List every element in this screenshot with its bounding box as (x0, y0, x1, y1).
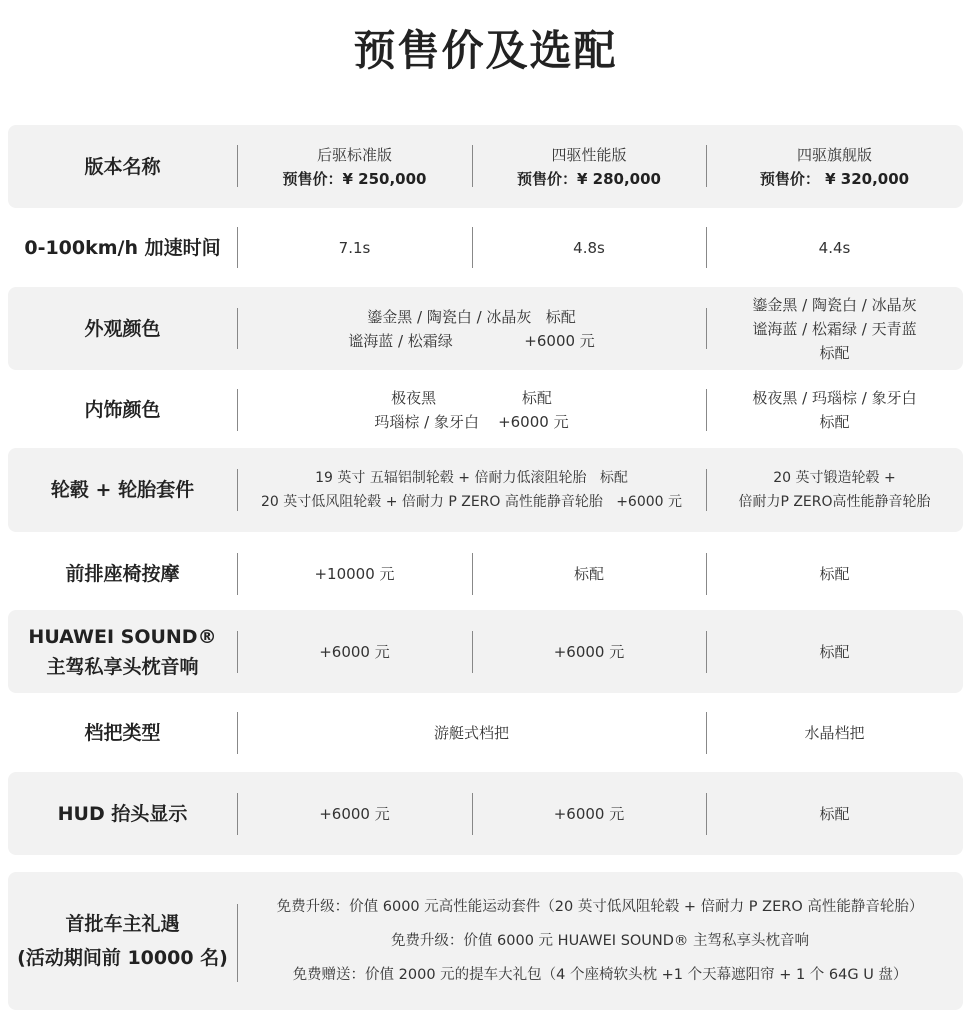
divider (706, 308, 707, 349)
value-cell: +6000 元 (319, 804, 390, 823)
perk-list (237, 872, 963, 1010)
divider (472, 553, 473, 595)
value-cell (706, 385, 963, 435)
label-line: 首批车主礼遇 (65, 913, 180, 935)
divider (237, 308, 238, 349)
version-price: 预售价： ¥ 320,000 (759, 169, 910, 188)
value-cell: 7.1s (338, 238, 371, 257)
version-3 (706, 125, 963, 208)
row-label: 版本名称 (84, 155, 161, 178)
row-perks (8, 872, 963, 1010)
divider (472, 145, 473, 187)
row-wheels (8, 448, 963, 532)
row-hud (8, 772, 963, 855)
row-label: 档把类型 (84, 722, 161, 744)
option-line: 谧海蓝 / 松霜绿 / 天青蓝 (752, 319, 917, 338)
option-line: 标配 (819, 343, 850, 362)
value-cell (706, 448, 963, 532)
row-label: 0-100km/h 加速时间 (24, 236, 221, 259)
divider (706, 469, 707, 511)
version-price: 预售价：¥ 250,000 (282, 169, 427, 188)
option-line: 极夜黑 标配 (391, 389, 552, 407)
row-massage (8, 550, 963, 598)
value-cell: 水晶档把 (804, 724, 865, 742)
page-title: 预售价及选配 (353, 26, 618, 75)
row-accel (8, 225, 963, 270)
option-line: 20 英寸锻造轮毂 + (773, 470, 896, 486)
divider (706, 145, 707, 187)
value-cell: 4.8s (573, 238, 605, 257)
value-cell (237, 287, 706, 370)
value-cell: 标配 (819, 642, 850, 661)
option-line: 标配 (819, 413, 850, 431)
divider (237, 145, 238, 187)
option-line: 19 英寸 五辐铝制轮毂 + 倍耐力低滚阻轮胎 标配 (315, 470, 628, 486)
divider (706, 631, 707, 673)
divider (472, 631, 473, 673)
option-line: 鎏金黑 / 陶瓷白 / 冰晶灰 标配 (367, 307, 576, 326)
row-label: 轮毂 + 轮胎套件 (50, 479, 195, 501)
row-label: HUD 抬头显示 (57, 802, 188, 825)
row-label (8, 872, 237, 1010)
divider (706, 712, 707, 754)
divider (237, 389, 238, 431)
divider (472, 793, 473, 835)
option-line: 鎏金黑 / 陶瓷白 / 冰晶灰 (752, 295, 917, 314)
perk-item: 免费赠送：价值 2000 元的提车大礼包（4 个座椅软头枕 +1 个天幕遮阳帘 + 1 个 64G U 盘） (292, 967, 908, 983)
row-interior (8, 385, 963, 435)
label-line: (活动期间前 10000 名) (17, 947, 228, 969)
version-name: 四驱旗舰版 (796, 145, 872, 164)
divider (237, 793, 238, 835)
divider (472, 227, 473, 268)
value-cell (237, 385, 706, 435)
row-label (8, 610, 237, 693)
row-label: 内饰颜色 (84, 399, 161, 421)
perk-item: 免费升级：价值 6000 元 HUAWEI SOUND® 主驾私享头枕音响 (390, 933, 810, 949)
divider (237, 712, 238, 754)
label-line: 主驾私享头枕音响 (46, 655, 199, 678)
value-cell: +10000 元 (314, 565, 395, 583)
divider (237, 469, 238, 511)
divider (706, 227, 707, 268)
divider (237, 553, 238, 595)
value-cell: 标配 (573, 565, 604, 583)
version-1 (237, 125, 472, 208)
divider (237, 227, 238, 268)
row-label: 外观颜色 (84, 317, 161, 340)
option-line: 倍耐力P ZERO高性能静音轮胎 (738, 494, 931, 510)
version-name: 后驱标准版 (316, 145, 392, 164)
row-label: 前排座椅按摩 (65, 563, 180, 585)
row-shifter (8, 710, 963, 756)
divider (237, 631, 238, 673)
row-exterior (8, 287, 963, 370)
row-version (8, 125, 963, 208)
value-cell: 标配 (819, 565, 850, 583)
value-cell (237, 448, 706, 532)
value-cell: +6000 元 (319, 642, 390, 661)
divider (706, 553, 707, 595)
value-cell (706, 287, 963, 370)
row-sound (8, 610, 963, 693)
version-name: 四驱性能版 (551, 145, 627, 164)
divider (237, 904, 238, 982)
label-line: HUAWEI SOUND® (28, 625, 217, 648)
option-line: 极夜黑 / 玛瑙棕 / 象牙白 (752, 389, 917, 407)
version-2 (472, 125, 706, 208)
value-cell: 游艇式档把 (433, 724, 509, 742)
divider (706, 389, 707, 431)
value-cell: +6000 元 (553, 804, 625, 823)
divider (706, 793, 707, 835)
option-line: 20 英寸低风阻轮毂 + 倍耐力 P ZERO 高性能静音轮胎 +6000 元 (260, 494, 683, 510)
option-line: 谧海蓝 / 松霜绿 +6000 元 (348, 331, 595, 350)
value-cell: +6000 元 (553, 642, 625, 661)
perk-item: 免费升级：价值 6000 元高性能运动套件（20 英寸低风阻轮毂 + 倍耐力 P ZERO 高性能静音轮胎） (276, 899, 924, 915)
version-price: 预售价：¥ 280,000 (517, 169, 661, 188)
value-cell: 标配 (819, 804, 850, 823)
value-cell: 4.4s (818, 238, 851, 257)
option-line: 玛瑙棕 / 象牙白 +6000 元 (374, 413, 569, 431)
